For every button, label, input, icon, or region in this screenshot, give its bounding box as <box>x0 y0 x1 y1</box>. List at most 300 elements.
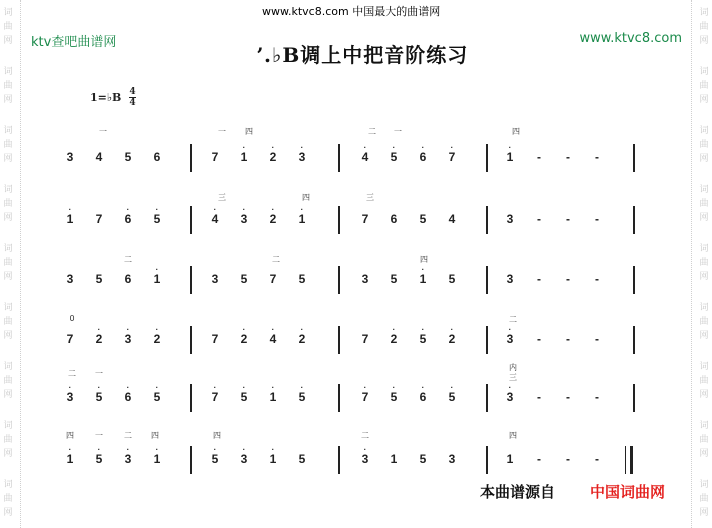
note-value: 1 <box>240 150 248 164</box>
barline <box>338 266 340 294</box>
score-note <box>444 212 460 226</box>
watermark-char: 词 <box>3 480 13 490</box>
fingering-mark: 二 <box>509 315 517 324</box>
note-value: 5 <box>419 452 427 466</box>
octave-dot: · <box>450 325 454 334</box>
watermark-group <box>3 65 12 107</box>
score-note <box>386 383 402 404</box>
octave-dot: · <box>392 383 396 392</box>
note-value: 2 <box>269 150 277 164</box>
fingering-mark: 四 <box>509 431 517 440</box>
note-value: 5 <box>95 390 103 404</box>
fingering-mark: 三 <box>509 373 517 382</box>
note-value: 4 <box>211 212 219 226</box>
note-value: - <box>537 272 541 286</box>
note-value: - <box>566 150 570 164</box>
watermark-char: 曲 <box>3 81 13 91</box>
note-value: 7 <box>211 332 219 346</box>
score-note <box>415 452 431 466</box>
watermark-char: 词 <box>3 185 13 195</box>
score-note <box>207 205 223 226</box>
octave-dot: · <box>508 325 512 334</box>
watermark-char: 词 <box>3 126 13 136</box>
note-value: 7 <box>361 332 369 346</box>
note-value: 3 <box>506 272 514 286</box>
barline <box>633 144 635 172</box>
note-value: 5 <box>211 452 219 466</box>
score-note <box>62 332 78 346</box>
watermark-char: 词 <box>699 244 709 254</box>
octave-dot: · <box>126 445 130 454</box>
octave-dot: · <box>126 325 130 334</box>
note-value: 5 <box>419 332 427 346</box>
score-note <box>531 150 547 164</box>
octave-dot: · <box>392 325 396 334</box>
fingering-mark: 二 <box>272 255 280 264</box>
barline <box>486 384 488 412</box>
score-note <box>386 452 402 466</box>
barline <box>190 144 192 172</box>
octave-dot: · <box>155 265 159 274</box>
note-value: 3 <box>66 390 74 404</box>
score-note <box>386 325 402 346</box>
score-note <box>207 150 223 164</box>
note-value: 6 <box>419 150 427 164</box>
score-note <box>91 445 107 466</box>
watermark-char: 网 <box>699 213 709 223</box>
note-value: 3 <box>448 452 456 466</box>
octave-dot: · <box>271 205 275 214</box>
note-value: 3 <box>240 452 248 466</box>
barline <box>633 266 635 294</box>
score-note <box>62 205 78 226</box>
note-value: 1 <box>506 452 514 466</box>
score-note <box>120 205 136 226</box>
watermark-char: 曲 <box>3 435 13 445</box>
watermark-char: 曲 <box>3 22 13 32</box>
note-value: 5 <box>448 272 456 286</box>
note-value: 6 <box>390 212 398 226</box>
octave-dot: · <box>242 143 246 152</box>
note-value: - <box>566 212 570 226</box>
fingering-mark: 四 <box>420 255 428 264</box>
header-left-site[interactable]: ktv查吧曲谱网 <box>31 35 117 50</box>
watermark-char: 词 <box>3 67 13 77</box>
score-note <box>502 383 518 404</box>
note-value: 3 <box>66 272 74 286</box>
note-value: 1 <box>269 390 277 404</box>
watermark-char: 词 <box>3 303 13 313</box>
header-right-site[interactable]: www.ktvc8.com <box>579 31 682 46</box>
note-value: 1 <box>153 272 161 286</box>
note-value: 7 <box>361 390 369 404</box>
watermark-char: 词 <box>699 67 709 77</box>
fingering-mark: 四 <box>151 431 159 440</box>
score-note <box>357 445 373 466</box>
octave-dot: · <box>68 383 72 392</box>
barline <box>190 206 192 234</box>
score-note <box>560 272 576 286</box>
note-value: - <box>537 212 541 226</box>
note-value: 4 <box>361 150 369 164</box>
fingering-mark: 一 <box>95 369 103 378</box>
note-value: 1 <box>390 452 398 466</box>
note-value: 3 <box>361 272 369 286</box>
score-note <box>62 383 78 404</box>
header-center-url[interactable]: www.ktvc8.com 中国最大的曲谱网 <box>262 5 441 18</box>
score-note <box>415 265 431 286</box>
score-note <box>294 205 310 226</box>
score-note <box>415 383 431 404</box>
note-value: 6 <box>124 272 132 286</box>
watermark-char: 词 <box>699 362 709 372</box>
score-note <box>589 150 605 164</box>
note-value: 7 <box>361 212 369 226</box>
note-value: - <box>595 390 599 404</box>
octave-dot: · <box>68 205 72 214</box>
watermark-char: 网 <box>699 95 709 105</box>
watermark-char: 曲 <box>699 140 709 150</box>
score-note <box>357 332 373 346</box>
watermark-char: 网 <box>3 508 13 518</box>
note-value: 3 <box>66 150 74 164</box>
barline <box>633 326 635 354</box>
watermark-char: 网 <box>699 508 709 518</box>
score-note <box>265 205 281 226</box>
octave-dot: · <box>97 325 101 334</box>
score-note <box>502 325 518 346</box>
fingering-mark: 四 <box>66 431 74 440</box>
score-note <box>120 272 136 286</box>
score-note <box>294 383 310 404</box>
watermark-char: 词 <box>3 421 13 431</box>
score-note <box>294 143 310 164</box>
note-value: 2 <box>390 332 398 346</box>
octave-dot: · <box>242 325 246 334</box>
score-note <box>91 272 107 286</box>
fingering-mark: 二 <box>124 431 132 440</box>
score-note <box>357 212 373 226</box>
score-note <box>62 445 78 466</box>
note-value: 3 <box>298 150 306 164</box>
watermark-char: 曲 <box>699 81 709 91</box>
octave-dot: · <box>155 383 159 392</box>
note-value: 7 <box>211 390 219 404</box>
score-note <box>236 383 252 404</box>
barline <box>190 446 192 474</box>
barline <box>486 446 488 474</box>
note-value: - <box>595 452 599 466</box>
watermark-char: 词 <box>699 126 709 136</box>
note-value: 3 <box>506 212 514 226</box>
note-value: 1 <box>298 212 306 226</box>
watermark-char: 曲 <box>3 199 13 209</box>
score-note <box>386 272 402 286</box>
fingering-mark: 一 <box>99 127 107 136</box>
watermark-char: 曲 <box>699 317 709 327</box>
watermark-char: 词 <box>699 421 709 431</box>
watermark-char: 词 <box>3 8 13 18</box>
score-note <box>265 143 281 164</box>
note-value: 7 <box>448 150 456 164</box>
barline <box>338 384 340 412</box>
score-note <box>62 150 78 164</box>
note-value: 5 <box>95 452 103 466</box>
note-value: - <box>595 150 599 164</box>
score-note <box>91 150 107 164</box>
fingering-mark: 四 <box>245 127 253 136</box>
watermark-char: 网 <box>699 449 709 459</box>
footer-site-link[interactable]: 中国词曲网 <box>590 483 666 501</box>
octave-dot: · <box>242 205 246 214</box>
note-value: 1 <box>269 452 277 466</box>
watermark-char: 曲 <box>3 317 13 327</box>
barline <box>486 266 488 294</box>
score-note <box>560 212 576 226</box>
octave-dot: · <box>97 383 101 392</box>
score-note <box>120 383 136 404</box>
note-value: 6 <box>153 150 161 164</box>
note-value: 6 <box>124 212 132 226</box>
note-value: 3 <box>506 332 514 346</box>
fingering-mark: 内 <box>509 363 517 372</box>
octave-dot: · <box>300 143 304 152</box>
note-value: 1 <box>66 452 74 466</box>
watermark-char: 曲 <box>3 494 13 504</box>
time-signature-denominator: 4 <box>129 98 136 108</box>
watermark-char: 词 <box>699 8 709 18</box>
score-note <box>444 452 460 466</box>
score-note <box>589 390 605 404</box>
score-note <box>502 272 518 286</box>
fingering-mark: 四 <box>213 431 221 440</box>
score-note <box>444 143 460 164</box>
note-value: - <box>595 332 599 346</box>
score-note <box>415 212 431 226</box>
octave-dot: · <box>271 143 275 152</box>
octave-dot: · <box>97 445 101 454</box>
score-note <box>149 205 165 226</box>
note-value: 6 <box>124 390 132 404</box>
score-row <box>0 363 712 436</box>
watermark-group <box>699 65 708 107</box>
fingering-mark: 三 <box>366 193 374 202</box>
watermark-group <box>699 6 708 48</box>
octave-dot: · <box>421 265 425 274</box>
fingering-mark: 二 <box>368 127 376 136</box>
score-note <box>386 143 402 164</box>
octave-dot: · <box>213 383 217 392</box>
note-value: - <box>537 452 541 466</box>
score-note <box>149 445 165 466</box>
octave-dot: · <box>363 383 367 392</box>
score-note <box>294 452 310 466</box>
octave-dot: · <box>300 383 304 392</box>
note-value: - <box>566 452 570 466</box>
footer-source-label: 本曲谱源自 <box>480 483 556 501</box>
note-value: 3 <box>240 212 248 226</box>
score-row <box>0 193 712 258</box>
score-note <box>236 272 252 286</box>
barline <box>486 206 488 234</box>
watermark-char: 词 <box>699 303 709 313</box>
watermark-char: 曲 <box>699 494 709 504</box>
note-value: 6 <box>419 390 427 404</box>
watermark-char: 词 <box>3 362 13 372</box>
note-value: - <box>595 212 599 226</box>
score-note <box>444 383 460 404</box>
note-value: 5 <box>240 390 248 404</box>
barline <box>633 384 635 412</box>
watermark-char: 网 <box>3 331 13 341</box>
watermark-char: 词 <box>699 185 709 195</box>
note-value: 7 <box>269 272 277 286</box>
octave-dot: · <box>271 325 275 334</box>
note-value: 3 <box>124 452 132 466</box>
watermark-char: 网 <box>699 390 709 400</box>
note-value: 2 <box>298 332 306 346</box>
note-value: 4 <box>95 150 103 164</box>
score-note <box>502 143 518 164</box>
score-note <box>62 272 78 286</box>
score-note <box>149 265 165 286</box>
note-value: 5 <box>390 390 398 404</box>
note-value: 4 <box>269 332 277 346</box>
watermark-char: 网 <box>3 95 13 105</box>
note-value: - <box>537 150 541 164</box>
fingering-mark: 一 <box>218 127 226 136</box>
score-note <box>357 143 373 164</box>
note-value: 7 <box>211 150 219 164</box>
score-note <box>444 272 460 286</box>
score-note <box>589 212 605 226</box>
octave-dot: · <box>450 143 454 152</box>
note-value: 2 <box>448 332 456 346</box>
watermark-char: 曲 <box>699 376 709 386</box>
octave-dot: · <box>242 445 246 454</box>
octave-dot: · <box>300 325 304 334</box>
note-value: 1 <box>506 150 514 164</box>
watermark-char: 网 <box>699 154 709 164</box>
score-note <box>236 205 252 226</box>
note-value: 5 <box>153 390 161 404</box>
note-value: 2 <box>269 212 277 226</box>
score-note <box>207 332 223 346</box>
octave-dot: · <box>300 205 304 214</box>
octave-dot: · <box>213 445 217 454</box>
barline <box>190 266 192 294</box>
note-value: 1 <box>153 452 161 466</box>
octave-dot: · <box>363 445 367 454</box>
score-note <box>357 383 373 404</box>
score-note <box>560 332 576 346</box>
barline <box>633 206 635 234</box>
note-value: 5 <box>419 212 427 226</box>
note-value: - <box>566 332 570 346</box>
score-row <box>0 255 712 318</box>
watermark-char: 曲 <box>699 199 709 209</box>
watermark-char: 网 <box>3 449 13 459</box>
octave-dot: · <box>242 383 246 392</box>
note-value: 3 <box>124 332 132 346</box>
barline <box>190 384 192 412</box>
score-note <box>236 325 252 346</box>
note-value: - <box>566 272 570 286</box>
note-value: 5 <box>298 452 306 466</box>
watermark-char: 网 <box>699 331 709 341</box>
octave-dot: · <box>126 383 130 392</box>
score-note <box>120 150 136 164</box>
fingering-mark: 二 <box>361 431 369 440</box>
score-note <box>91 383 107 404</box>
octave-dot: · <box>213 205 217 214</box>
octave-dot: · <box>155 205 159 214</box>
octave-dot: · <box>392 143 396 152</box>
note-value: 1 <box>66 212 74 226</box>
fingering-mark: 一 <box>95 431 103 440</box>
final-barline <box>625 446 633 474</box>
octave-dot: · <box>155 325 159 334</box>
fingering-mark: 三 <box>218 193 226 202</box>
barline <box>338 326 340 354</box>
octave-dot: · <box>271 383 275 392</box>
octave-dot: · <box>155 445 159 454</box>
score-note <box>265 383 281 404</box>
score-note <box>415 325 431 346</box>
watermark-char: 网 <box>3 213 13 223</box>
watermark-char: 网 <box>3 154 13 164</box>
note-value: - <box>595 272 599 286</box>
watermark-char: 网 <box>3 36 13 46</box>
barline <box>338 206 340 234</box>
score-note <box>444 325 460 346</box>
note-value: 5 <box>298 272 306 286</box>
note-value: 5 <box>124 150 132 164</box>
score-note <box>265 272 281 286</box>
note-value: - <box>537 390 541 404</box>
score-note <box>149 383 165 404</box>
fingering-mark: 四 <box>512 127 520 136</box>
octave-dot: · <box>271 445 275 454</box>
octave-dot: · <box>68 445 72 454</box>
score-note <box>265 325 281 346</box>
fingering-mark: 四 <box>302 193 310 202</box>
score-note <box>236 445 252 466</box>
note-value: - <box>566 390 570 404</box>
score-note <box>149 325 165 346</box>
watermark-char: 网 <box>3 390 13 400</box>
score-note <box>502 212 518 226</box>
note-value: 7 <box>66 332 74 346</box>
watermark-char: 词 <box>699 480 709 490</box>
score-note <box>560 150 576 164</box>
note-value: 5 <box>298 390 306 404</box>
fingering-mark: 0 <box>69 314 75 323</box>
note-value: 3 <box>506 390 514 404</box>
note-value: 4 <box>448 212 456 226</box>
octave-dot: · <box>421 143 425 152</box>
barline <box>486 326 488 354</box>
key-signature-text: 1=♭B <box>90 91 122 104</box>
score-note <box>265 445 281 466</box>
watermark-char: 曲 <box>3 258 13 268</box>
score-note <box>207 272 223 286</box>
score-note <box>531 452 547 466</box>
score-row <box>0 127 712 196</box>
key-signature <box>90 87 136 108</box>
watermark-char: 网 <box>699 272 709 282</box>
watermark-char: 曲 <box>3 376 13 386</box>
